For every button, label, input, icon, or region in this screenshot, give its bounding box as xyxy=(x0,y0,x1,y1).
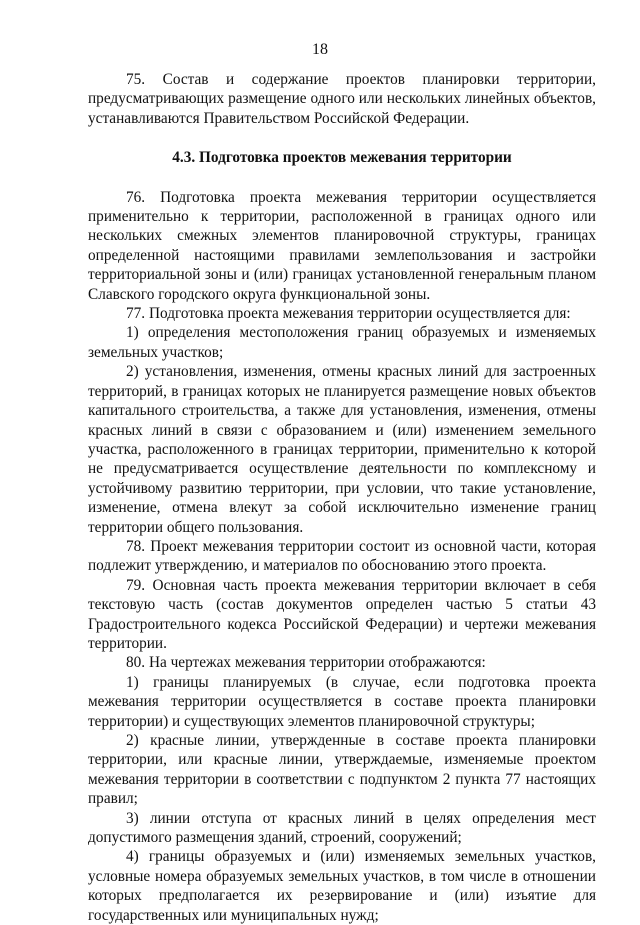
paragraph-77: 77. Подготовка проекта межевания территории осуществляется для: xyxy=(126,305,571,323)
list-item-77-2: 2) установления, изменения, отмены красных линий для застроенных территорий, в границах которых не планируется размещение новых объектов капитального строительства, а также для установления, изменения, отмены красных линий в связи с образованием и (или) изменением земельного участка, расположенного в границах территории, применительно к которой не предусматривается осуществление деятельности по комплексному и устойчивому развитию территории, при условии, что такие установление, изменение, отмена влекут за собой исключительно изменение границ территории общего пользования. xyxy=(88,363,596,536)
paragraph-78: 78. Проект межевания территории состоит из основной части, которая подлежит утверждению, и материалов по обоснованию этого проекта. xyxy=(88,537,596,575)
paragraph-80: 80. На чертежах межевания территории отображаются: xyxy=(126,654,486,672)
list-item-80-3: 3) линии отступа от красных линий в целях определения мест допустимого размещения зданий, строений, сооружений; xyxy=(88,809,596,847)
section-heading: 4.3. Подготовка проектов межевания территории xyxy=(172,149,512,167)
paragraph-79: 79. Основная часть проекта межевания территории включает в себя текстовую часть (состав документов определен частью 5 статьи 43 Градостроительного кодекса Российской Федерации) и чертежи межевания территории. xyxy=(88,576,596,652)
list-item-80-4: 4) границы образуемых и (или) изменяемых земельных участков, условные номера образуемых земельных участков, в том числе в отношении которых предполагается их резервирование и (или) изъятие для государственных или муниципальных нужд; xyxy=(88,848,596,924)
page-number: 18 xyxy=(312,41,328,58)
list-item-80-2: 2) красные линии, утвержденные в составе проекта планировки территории, или красные линии, утверждаемые, изменяемые проектом межевания территории в соответствии с подпунктом 2 пункта 77 настоящих правил; xyxy=(88,732,596,808)
document-body xyxy=(88,70,596,925)
paragraph-75: 75. Состав и содержание проектов планировки территории, предусматривающих размещение одного или нескольких линейных объектов, устанавливаются Правительством Российской Федерации. xyxy=(88,71,596,127)
paragraph-76: 76. Подготовка проекта межевания территории осуществляется применительно к территории, расположенной в границах одного или нескольких смежных элементов планировочной структуры, границах определенной настоящими правилами землепользования и застройки территориальной зоны и (или) границах установленной генеральным планом Славского городского округа функциональной зоны. xyxy=(88,188,596,303)
list-item-80-1: 1) границы планируемых (в случае, если подготовка проекта межевания территории осуществляется в составе проекта планировки территории) и существующих элементов планировочной структуры; xyxy=(88,673,596,730)
list-item-77-1: 1) определения местоположения границ образуемых и изменяемых земельных участков; xyxy=(88,324,596,361)
